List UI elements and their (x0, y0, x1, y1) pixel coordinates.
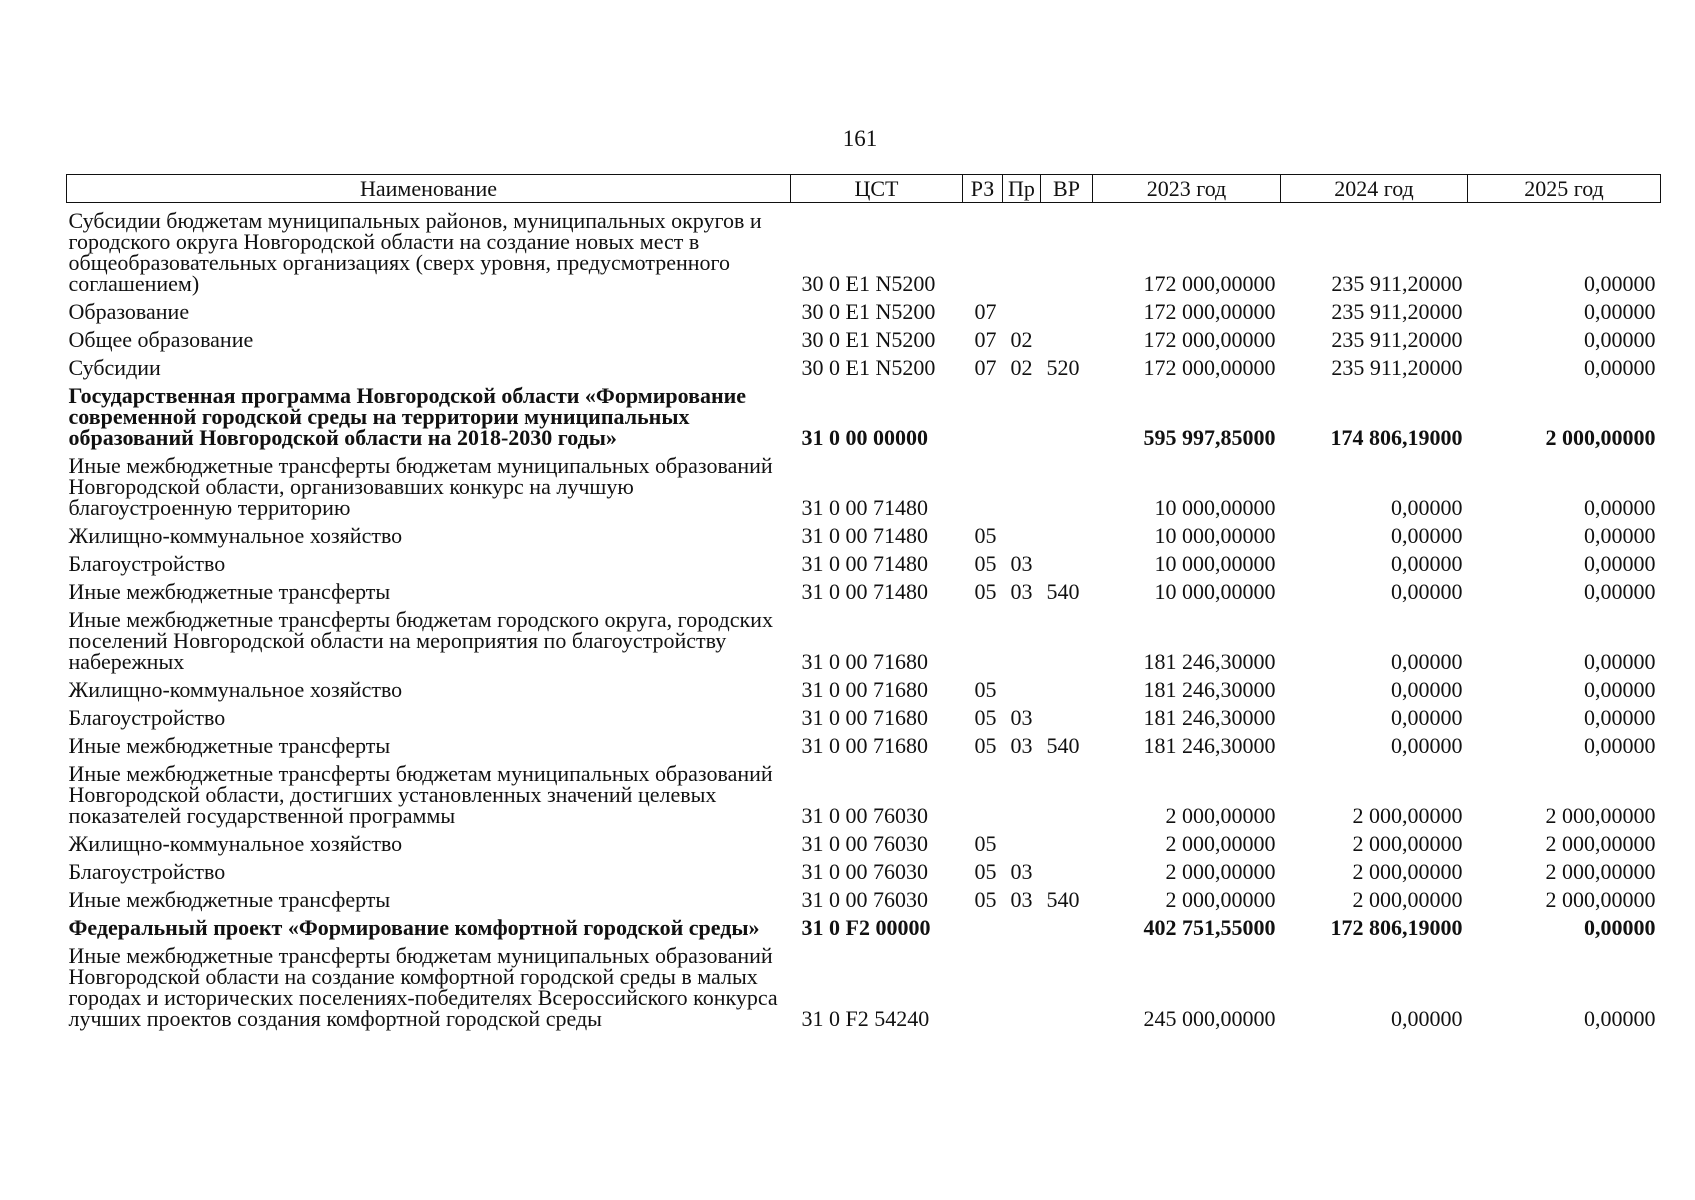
cell-2023: 181 246,30000 (1143, 677, 1276, 702)
cell-cst: 30 0 E1 N5200 (801, 355, 936, 380)
table-row (67, 602, 1661, 672)
table-row (67, 378, 1661, 448)
cell-pr: 03 (1010, 551, 1033, 576)
cell-2023: 595 997,85000 (1143, 425, 1276, 450)
cell-pr (1003, 826, 1041, 854)
cell-pr (1003, 910, 1041, 938)
table-header-row (67, 175, 1661, 203)
cell-2023: 181 246,30000 (1143, 705, 1276, 730)
cell-rz: 05 (974, 705, 997, 730)
cell-name: Иные межбюджетные трансферты (68, 887, 391, 912)
table-row (67, 203, 1661, 295)
cell-2025: 2 000,00000 (1545, 425, 1656, 450)
cell-2024: 0,00000 (1391, 551, 1463, 576)
table-row (67, 546, 1661, 574)
cell-pr (1003, 448, 1041, 518)
table-row (67, 910, 1661, 938)
cell-cst: 31 0 00 71480 (801, 579, 928, 604)
table-row (67, 350, 1661, 378)
cell-2025: 0,00000 (1584, 733, 1656, 758)
cell-cst: 31 0 00 71680 (801, 649, 928, 674)
cell-cst: 31 0 00 71680 (801, 677, 928, 702)
cell-2023: 10 000,00000 (1154, 579, 1276, 604)
cell-rz (963, 448, 1003, 518)
cell-2024: 0,00000 (1391, 705, 1463, 730)
cell-cst: 31 0 00 71480 (801, 551, 928, 576)
cell-cst: 31 0 F2 54240 (801, 1006, 930, 1031)
cell-rz: 07 (974, 327, 997, 352)
cell-pr (1003, 378, 1041, 448)
header-2025: 2025 год (1468, 175, 1661, 203)
cell-name: Благоустройство (68, 551, 226, 576)
cell-rz: 05 (974, 733, 997, 758)
cell-2025: 0,00000 (1584, 327, 1656, 352)
cell-2023: 181 246,30000 (1143, 733, 1276, 758)
cell-2023: 172 000,00000 (1143, 299, 1276, 324)
cell-2025: 0,00000 (1584, 355, 1656, 380)
cell-pr (1003, 938, 1041, 1029)
cell-pr: 03 (1010, 733, 1033, 758)
cell-vr (1041, 938, 1093, 1029)
cell-2023: 172 000,00000 (1143, 355, 1276, 380)
cell-rz: 05 (974, 887, 997, 912)
cell-vr (1041, 826, 1093, 854)
cell-cst: 31 0 00 71680 (801, 705, 928, 730)
cell-2024: 0,00000 (1391, 1006, 1463, 1031)
cell-2024: 235 911,20000 (1331, 355, 1463, 380)
cell-vr (1041, 546, 1093, 574)
cell-2023: 2 000,00000 (1165, 803, 1276, 828)
cell-pr (1003, 294, 1041, 322)
cell-pr (1003, 602, 1041, 672)
cell-2024: 2 000,00000 (1352, 803, 1463, 828)
table-row (67, 854, 1661, 882)
table-row (67, 294, 1661, 322)
cell-2024: 235 911,20000 (1331, 299, 1463, 324)
cell-2023: 2 000,00000 (1165, 859, 1276, 884)
cell-cst: 30 0 E1 N5200 (801, 271, 936, 296)
cell-pr (1003, 518, 1041, 546)
cell-vr: 520 (1046, 355, 1080, 380)
budget-table (66, 174, 1661, 1029)
header-name: Наименование (67, 175, 791, 203)
table-body (67, 203, 1661, 1030)
cell-rz (963, 938, 1003, 1029)
table-row (67, 518, 1661, 546)
cell-2023: 10 000,00000 (1154, 523, 1276, 548)
cell-vr: 540 (1046, 733, 1080, 758)
cell-rz: 05 (974, 523, 997, 548)
cell-vr: 540 (1046, 887, 1080, 912)
table-row (67, 700, 1661, 728)
header-pr: Пр (1003, 175, 1041, 203)
cell-name: Благоустройство (68, 705, 226, 730)
table-row (67, 938, 1661, 1029)
cell-name: Общее образование (68, 327, 254, 352)
cell-name: Иные межбюджетные трансферты бюджетам городского округа, городских поселений Новгородской области на мероприятия по благоустройству набережных (68, 607, 773, 674)
cell-name: Субсидии (68, 355, 161, 380)
cell-name: Федеральный проект «Формирование комфортной городской среды» (68, 915, 760, 940)
cell-name: Иные межбюджетные трансферты бюджетам муниципальных образований Новгородской области, организовавших конкурс на лучшую благоустроенную территорию (68, 453, 773, 520)
header-2023: 2023 год (1093, 175, 1281, 203)
cell-name: Государственная программа Новгородской области «Формирование современной городской среды на территории муниципальных образований Новгородской области на 2018-2030 годы» (68, 383, 747, 450)
header-cst: ЦСТ (791, 175, 963, 203)
cell-2024: 0,00000 (1391, 495, 1463, 520)
cell-cst: 31 0 00 76030 (801, 859, 928, 884)
cell-vr (1041, 700, 1093, 728)
cell-2025: 0,00000 (1584, 1006, 1656, 1031)
cell-2023: 172 000,00000 (1143, 271, 1276, 296)
cell-2025: 0,00000 (1584, 649, 1656, 674)
cell-name: Иные межбюджетные трансферты бюджетам муниципальных образований Новгородской области, достигших установленных значений целевых показателей государственной программы (68, 761, 773, 828)
cell-rz (963, 602, 1003, 672)
cell-2025: 2 000,00000 (1545, 831, 1656, 856)
cell-2024: 0,00000 (1391, 733, 1463, 758)
table-row (67, 756, 1661, 826)
cell-2025: 2 000,00000 (1545, 887, 1656, 912)
cell-pr (1003, 756, 1041, 826)
cell-name: Иные межбюджетные трансферты бюджетам муниципальных образований Новгородской области на создание комфортной городской среды в малых городах и исторических поселениях-победителях Всероссийского конкурса лучших проектов создания комфортной городской среды (68, 943, 778, 1031)
cell-rz: 05 (974, 859, 997, 884)
cell-2023: 181 246,30000 (1143, 649, 1276, 674)
cell-2024: 235 911,20000 (1331, 271, 1463, 296)
cell-2024: 2 000,00000 (1352, 831, 1463, 856)
cell-rz: 07 (974, 355, 997, 380)
cell-2024: 2 000,00000 (1352, 887, 1463, 912)
cell-cst: 30 0 E1 N5200 (801, 299, 936, 324)
cell-vr (1041, 756, 1093, 826)
page-number: 161 (842, 126, 878, 151)
cell-vr (1041, 518, 1093, 546)
cell-2024: 0,00000 (1391, 579, 1463, 604)
cell-rz (963, 378, 1003, 448)
cell-rz (963, 910, 1003, 938)
cell-vr (1041, 322, 1093, 350)
cell-vr (1041, 910, 1093, 938)
table-row (67, 322, 1661, 350)
cell-name: Жилищно-коммунальное хозяйство (68, 523, 403, 548)
cell-cst: 31 0 00 71480 (801, 523, 928, 548)
cell-pr: 02 (1010, 355, 1033, 380)
cell-cst: 30 0 E1 N5200 (801, 327, 936, 352)
cell-rz: 07 (974, 299, 997, 324)
cell-rz: 05 (974, 551, 997, 576)
cell-name: Благоустройство (68, 859, 226, 884)
cell-2023: 2 000,00000 (1165, 887, 1276, 912)
cell-2024: 235 911,20000 (1331, 327, 1463, 352)
cell-cst: 31 0 00 71680 (801, 733, 928, 758)
cell-rz (963, 203, 1003, 295)
table-row (67, 826, 1661, 854)
cell-2025: 0,00000 (1584, 299, 1656, 324)
header-rz: РЗ (963, 175, 1003, 203)
cell-vr (1041, 854, 1093, 882)
cell-rz: 05 (974, 579, 997, 604)
header-2024: 2024 год (1281, 175, 1468, 203)
cell-2024: 174 806,19000 (1330, 425, 1463, 450)
cell-vr: 540 (1046, 579, 1080, 604)
cell-pr (1003, 672, 1041, 700)
cell-name: Образование (68, 299, 190, 324)
cell-2024: 2 000,00000 (1352, 859, 1463, 884)
cell-cst: 31 0 F2 00000 (801, 915, 931, 940)
cell-2025: 0,00000 (1584, 495, 1656, 520)
cell-pr: 03 (1010, 579, 1033, 604)
cell-2025: 0,00000 (1584, 915, 1656, 940)
cell-name: Жилищно-коммунальное хозяйство (68, 831, 403, 856)
cell-2025: 0,00000 (1584, 271, 1656, 296)
cell-name: Иные межбюджетные трансферты (68, 579, 391, 604)
cell-cst: 31 0 00 76030 (801, 803, 928, 828)
cell-rz (963, 756, 1003, 826)
table-row (67, 882, 1661, 910)
table-row (67, 574, 1661, 602)
cell-2024: 172 806,19000 (1330, 915, 1463, 940)
table-row (67, 672, 1661, 700)
cell-2025: 0,00000 (1584, 579, 1656, 604)
cell-cst: 31 0 00 71480 (801, 495, 928, 520)
cell-pr: 03 (1010, 859, 1033, 884)
cell-2023: 2 000,00000 (1165, 831, 1276, 856)
cell-name: Жилищно-коммунальное хозяйство (68, 677, 403, 702)
cell-vr (1041, 448, 1093, 518)
cell-cst: 31 0 00 76030 (801, 831, 928, 856)
cell-name: Иные межбюджетные трансферты (68, 733, 391, 758)
cell-2024: 0,00000 (1391, 677, 1463, 702)
cell-2024: 0,00000 (1391, 649, 1463, 674)
cell-vr (1041, 294, 1093, 322)
cell-cst: 31 0 00 00000 (801, 425, 928, 450)
cell-2023: 172 000,00000 (1143, 327, 1276, 352)
header-vr: ВР (1041, 175, 1093, 203)
cell-2023: 10 000,00000 (1154, 495, 1276, 520)
cell-cst: 31 0 00 76030 (801, 887, 928, 912)
cell-pr: 03 (1010, 887, 1033, 912)
cell-2023: 10 000,00000 (1154, 551, 1276, 576)
cell-2025: 2 000,00000 (1545, 859, 1656, 884)
cell-rz: 05 (974, 677, 997, 702)
cell-vr (1041, 203, 1093, 295)
table-row (67, 728, 1661, 756)
cell-2025: 0,00000 (1584, 677, 1656, 702)
cell-pr (1003, 203, 1041, 295)
cell-2023: 245 000,00000 (1143, 1006, 1276, 1031)
cell-pr: 02 (1010, 327, 1033, 352)
cell-vr (1041, 378, 1093, 448)
cell-2025: 0,00000 (1584, 705, 1656, 730)
cell-pr: 03 (1010, 705, 1033, 730)
cell-2024: 0,00000 (1391, 523, 1463, 548)
cell-name: Субсидии бюджетам муниципальных районов, муниципальных округов и городского округа Новгородской области на создание новых мест в общеобразовательных организациях (сверх уровня, предусмотренного соглашением) (68, 208, 762, 296)
cell-rz: 05 (974, 831, 997, 856)
cell-2025: 0,00000 (1584, 551, 1656, 576)
table-row (67, 448, 1661, 518)
cell-2025: 2 000,00000 (1545, 803, 1656, 828)
cell-2025: 0,00000 (1584, 523, 1656, 548)
cell-2023: 402 751,55000 (1143, 915, 1276, 940)
cell-vr (1041, 602, 1093, 672)
cell-vr (1041, 672, 1093, 700)
